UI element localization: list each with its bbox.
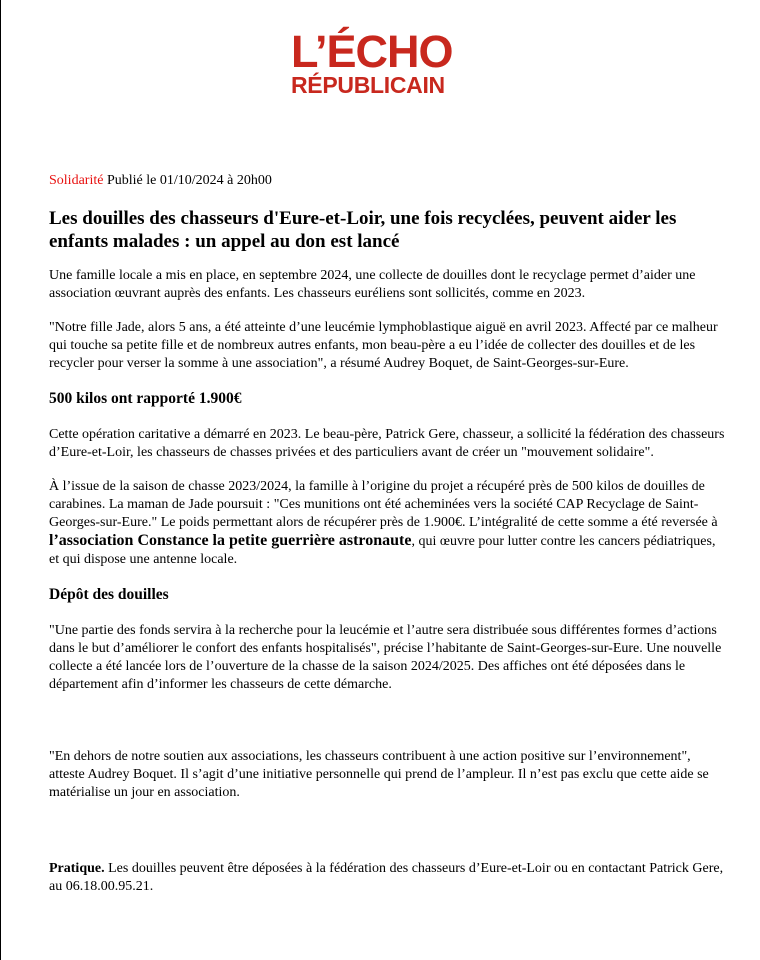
category-label: Solidarité — [49, 173, 104, 188]
paragraph-environnement: "En dehors de notre soutien aux associations, les chasseurs contribuent à une action positive sur l’environnement", atteste Audrey Boquet. Il s’agit d’une initiative personnelle qui prend de l’ampleur. Il n’est pas exclu que cette aide se matérialise un jour en association. — [49, 749, 709, 800]
article-intro: Une famille locale a mis en place, en septembre 2024, une collecte de douilles dont le recyclage permet d’aider une association œuvrant auprès des enfants. Les chasseurs euréliens sont sollicités, comme en 2023. — [49, 268, 696, 301]
paragraph-saison — [49, 478, 729, 569]
paragraph-saison-text: À l’issue de la saison de chasse 2023/2024, la famille à l’origine du projet a récupéré près de 500 kilos de douilles de carabines. La maman de Jade poursuit : "Ces munitions ont été acheminées vers la société CAP Recyclage de Saint-Georges-sur-Eure." Le poids permettant alors de récupérer près de 1.900€. L’intégralité de cette somme a été reversée à — [49, 479, 718, 530]
newspaper-logo — [291, 26, 481, 98]
logo-line-1: L’ÉCHO — [291, 26, 453, 77]
subheading-depot: Dépôt des douilles — [49, 586, 169, 603]
paragraph-operation: Cette opération caritative a démarré en 2023. Le beau-père, Patrick Gere, chasseur, a sollicité la fédération des chasseurs d’Eure-et-Loir, les chasseurs de chasses privées et des particuliers avant de créer un "mouvement solidaire". — [49, 427, 725, 460]
publish-date: Publié le 01/10/2024 à 20h00 — [106, 173, 272, 188]
association-name: l’association Constance la petite guerrière astronaute — [49, 532, 412, 549]
article-title: Les douilles des chasseurs d'Eure-et-Loir, une fois recyclées, peuvent aider les enfants malades : un appel au don est lancé — [49, 208, 677, 252]
spacer — [49, 710, 729, 748]
spacer — [49, 818, 729, 860]
paragraph-fonds: "Une partie des fonds servira à la recherche pour la leucémie et l’autre sera distribuée sous différentes formes d’actions dans le but d’améliorer le confort des enfants hospitalisés", précise l’habitante de Saint-Georges-sur-Eure. Une nouvelle collecte a été lancée lors de l’ouverture de la chasse de la saison 2024/2025. Des affiches ont été déposées dans le département afin d’informer les chasseurs de cette démarche. — [49, 623, 722, 692]
paragraph-quote-jade: "Notre fille Jade, alors 5 ans, a été atteinte d’une leucémie lymphoblastique aiguë en avril 2023. Affecté par ce malheur qui touche sa petite fille et de nombreux autres enfants, mon beau-père a eu l’idée de collecter des douilles et de les recycler pour verser la somme à une association", a résumé Audrey Boquet, de Saint-Georges-sur-Eure. — [49, 320, 718, 371]
subheading-500-kilos: 500 kilos ont rapporté 1.900€ — [49, 390, 242, 407]
paragraph-saison-end: , qui œuvre pour lutter contre les cancers pédiatriques, et qui dispose une antenne locale. — [49, 534, 716, 567]
logo-line-2: RÉPUBLICAIN — [291, 72, 445, 98]
paragraph-pratique — [49, 860, 729, 896]
pratique-label: Pratique. — [49, 861, 105, 876]
pratique-text: Les douilles peuvent être déposées à la fédération des chasseurs d’Eure-et-Loir ou en contactant Patrick Gere, au 06.18.00.95.21. — [49, 861, 724, 894]
article — [49, 172, 729, 912]
article-meta — [49, 172, 729, 190]
